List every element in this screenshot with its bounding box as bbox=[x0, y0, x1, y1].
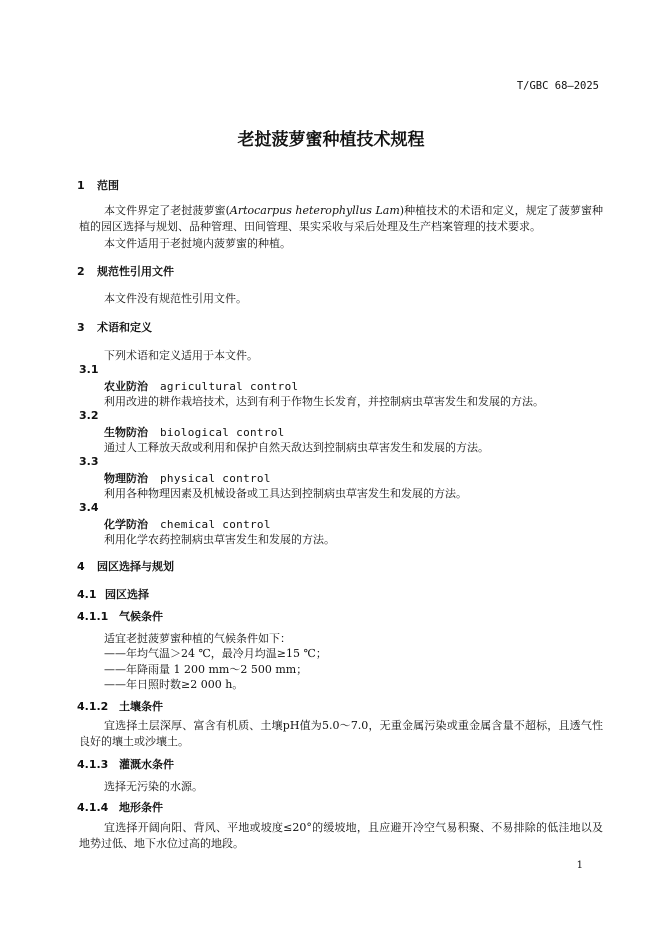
clause-4-1-2-heading bbox=[77, 698, 163, 714]
term-number: 3.1 bbox=[79, 363, 99, 376]
section-number: 3 bbox=[77, 321, 85, 334]
clause-number: 4.1.2 bbox=[77, 700, 109, 713]
term-en: agricultural control bbox=[160, 380, 299, 393]
subsection-number: 4.1 bbox=[77, 588, 97, 601]
clause-number: 4.1.3 bbox=[77, 758, 109, 771]
term-zh: 物理防治 bbox=[104, 472, 148, 485]
term-entry bbox=[104, 516, 271, 532]
clause-title: 灌溉水条件 bbox=[119, 758, 174, 771]
section-1-heading bbox=[77, 177, 119, 193]
section-3-heading bbox=[77, 319, 152, 335]
term-entry bbox=[104, 378, 298, 394]
term-number: 3.2 bbox=[79, 409, 99, 422]
irrigation-paragraph: 选择无污染的水源。 bbox=[104, 780, 203, 793]
term-zh: 农业防治 bbox=[104, 380, 148, 393]
term-definition: 通过人工释放天敌或利用和保护自然天敌达到控制病虫草害发生和发展的方法。 bbox=[104, 441, 489, 454]
section-2-heading bbox=[77, 263, 174, 279]
clause-title: 地形条件 bbox=[119, 801, 163, 814]
term-entry bbox=[104, 470, 271, 486]
section-number: 4 bbox=[77, 560, 85, 573]
clause-title: 土壤条件 bbox=[119, 700, 163, 713]
term-zh: 化学防治 bbox=[104, 518, 148, 531]
term-definition: 利用各种物理因素及机械设备或工具达到控制病虫草害发生和发展的方法。 bbox=[104, 487, 467, 500]
subsection-4-1-heading bbox=[77, 586, 149, 602]
clause-4-1-3-heading bbox=[77, 756, 174, 772]
soil-paragraph: 宜选择土层深厚、富含有机质、土壤pH值为5.0～7.0，无重金属污染或重金属含量不超标，且透气性良好的壤土或沙壤土。 bbox=[79, 719, 603, 748]
climate-intro: 适宜老挝菠萝蜜种植的气候条件如下： bbox=[104, 632, 291, 645]
section-title: 规范性引用文件 bbox=[97, 265, 174, 278]
page-number: 1 bbox=[576, 860, 583, 871]
clause-4-1-1-heading bbox=[77, 608, 163, 624]
terrain-paragraph: 宜选择开阔向阳、背风、平地或坡度≤20°的缓坡地，且应避开冷空气易积聚、不易排除的低洼地以及地势过低、地下水位过高的地段。 bbox=[79, 821, 603, 850]
section-number: 1 bbox=[77, 179, 85, 192]
latin-name: Artocarpus heterophyllus Lam bbox=[229, 204, 400, 217]
list-item: ——年均气温＞24 ℃，最冷月均温≥15 ℃； bbox=[104, 647, 327, 660]
clause-title: 气候条件 bbox=[119, 610, 163, 623]
document-title: 老挝菠萝蜜种植技术规程 bbox=[237, 130, 425, 150]
section-4-heading bbox=[77, 558, 174, 574]
clause-number: 4.1.1 bbox=[77, 610, 109, 623]
term-en: chemical control bbox=[160, 518, 271, 531]
subsection-title: 园区选择 bbox=[105, 588, 149, 601]
term-number: 3.3 bbox=[79, 455, 99, 468]
term-zh: 生物防治 bbox=[104, 426, 148, 439]
term-en: physical control bbox=[160, 472, 271, 485]
clause-4-1-4-heading bbox=[77, 799, 163, 815]
section-title: 范围 bbox=[97, 179, 119, 192]
terms-intro: 下列术语和定义适用于本文件。 bbox=[104, 349, 258, 362]
clause-number: 4.1.4 bbox=[77, 801, 109, 814]
term-number: 3.4 bbox=[79, 501, 99, 514]
term-entry bbox=[104, 424, 285, 440]
section-number: 2 bbox=[77, 265, 85, 278]
list-item: ——年日照时数≥2 000 h。 bbox=[104, 678, 244, 691]
scope-paragraph-2: 本文件适用于老挝境内菠萝蜜的种植。 bbox=[104, 237, 291, 250]
term-definition: 利用改进的耕作栽培技术，达到有利于作物生长发育，并控制病虫草害发生和发展的方法。 bbox=[104, 395, 544, 408]
term-en: biological control bbox=[160, 426, 285, 439]
section-title: 术语和定义 bbox=[97, 321, 152, 334]
normative-references-paragraph: 本文件没有规范性引用文件。 bbox=[104, 292, 247, 305]
document-code: T/GBC 68—2025 bbox=[516, 80, 599, 92]
scope-paragraph-1: 本文件界定了老挝菠萝蜜(Artocarpus heterophyllus Lam)种植技术的术语和定义，规定了菠萝蜜种植的园区选择与规划、品种管理、田间管理、果实采收与采后处理及生产档案管理的技术要求。 bbox=[79, 204, 604, 233]
term-definition: 利用化学农药控制病虫草害发生和发展的方法。 bbox=[104, 533, 335, 546]
list-item: ——年降雨量 1 200 mm～2 500 mm； bbox=[104, 663, 308, 676]
section-title: 园区选择与规划 bbox=[97, 560, 174, 573]
